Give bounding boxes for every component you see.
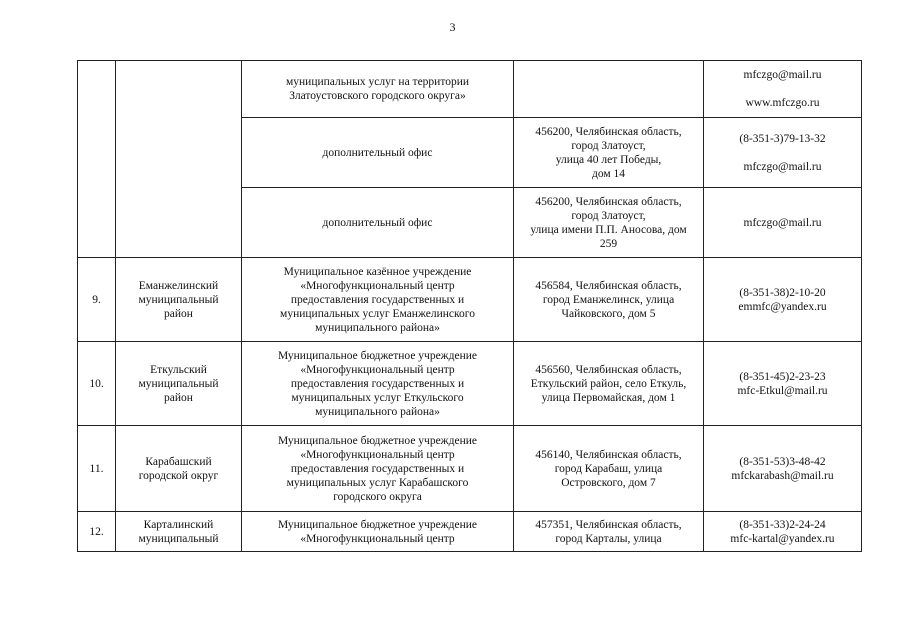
table-row (78, 61, 862, 118)
district-cell: Еткульский муниципальный район (116, 342, 242, 426)
phone-text: (8-351-38)2-10-20 (739, 286, 826, 299)
email-link[interactable]: mfc-kartal@yandex.ru (730, 532, 835, 545)
district-cell: Еманжелинский муниципальный район (116, 258, 242, 342)
contacts-cell (704, 118, 862, 188)
district-cell (116, 61, 242, 258)
contacts-cell (704, 342, 862, 426)
table-row (78, 512, 862, 552)
district-cell: Карталинский муниципальный (116, 512, 242, 552)
phone-text: (8-351-53)3-48-42 (739, 455, 826, 468)
table-row (78, 426, 862, 512)
phone-text: (8-351-3)79-13-32 (739, 132, 826, 145)
address-cell: 457351, Челябинская область, город Карталы, улица (514, 512, 704, 552)
address-cell: 456140, Челябинская область, город Карабаш, улица Островского, дом 7 (514, 426, 704, 512)
table-row (78, 342, 862, 426)
table-row (78, 258, 862, 342)
organization-cell: муниципальных услуг на территории Златоустовского городского округа» (242, 61, 514, 118)
address-cell (514, 61, 704, 118)
mfc-table (77, 60, 862, 552)
email-link[interactable]: mfc-Etkul@mail.ru (737, 384, 828, 397)
organization-cell: Муниципальное бюджетное учреждение «Многофункциональный центр предоставления государственных и муниципальных услуг Еткульского муниципального района» (242, 342, 514, 426)
address-cell: 456560, Челябинская область, Еткульский район, село Еткуль, улица Первомайская, дом 1 (514, 342, 704, 426)
organization-cell: Муниципальное казённое учреждение «Многофункциональный центр предоставления государственных и муниципальных услуг Еманжелинского муниципального района» (242, 258, 514, 342)
email-link[interactable]: mfczgo@mail.ru (743, 69, 822, 81)
email-link[interactable]: emmfc@yandex.ru (738, 300, 827, 313)
email-link[interactable]: mfckarabash@mail.ru (731, 469, 834, 482)
organization-cell: Муниципальное бюджетное учреждение «Многофункциональный центр предоставления государственных и муниципальных услуг Карабашского городского округа (242, 426, 514, 512)
address-cell: 456200, Челябинская область, город Златоуст, улица имени П.П. Аносова, дом 259 (514, 188, 704, 258)
phone-text: (8-351-33)2-24-24 (739, 518, 826, 531)
contacts-cell (704, 188, 862, 258)
address-cell: 456584, Челябинская область, город Еманжелинск, улица Чайковского, дом 5 (514, 258, 704, 342)
district-cell: Карабашский городской округ (116, 426, 242, 512)
contacts-cell (704, 61, 862, 118)
row-number-cell: 12. (78, 512, 116, 552)
row-number-cell: 11. (78, 426, 116, 512)
organization-cell: дополнительный офис (242, 118, 514, 188)
phone-text: (8-351-45)2-23-23 (739, 370, 826, 383)
website-link[interactable]: www.mfczgo.ru (745, 97, 820, 109)
address-cell: 456200, Челябинская область, город Златоуст, улица 40 лет Победы, дом 14 (514, 118, 704, 188)
contacts-cell (704, 426, 862, 512)
email-link[interactable]: mfczgo@mail.ru (743, 216, 822, 229)
row-number-cell: 10. (78, 342, 116, 426)
organization-cell: Муниципальное бюджетное учреждение «Многофункциональный центр (242, 512, 514, 552)
page-number: 3 (449, 20, 456, 34)
contacts-cell (704, 512, 862, 552)
row-number-cell: 9. (78, 258, 116, 342)
row-number-cell (78, 61, 116, 258)
email-link[interactable]: mfczgo@mail.ru (743, 160, 822, 173)
contacts-cell (704, 258, 862, 342)
organization-cell: дополнительный офис (242, 188, 514, 258)
